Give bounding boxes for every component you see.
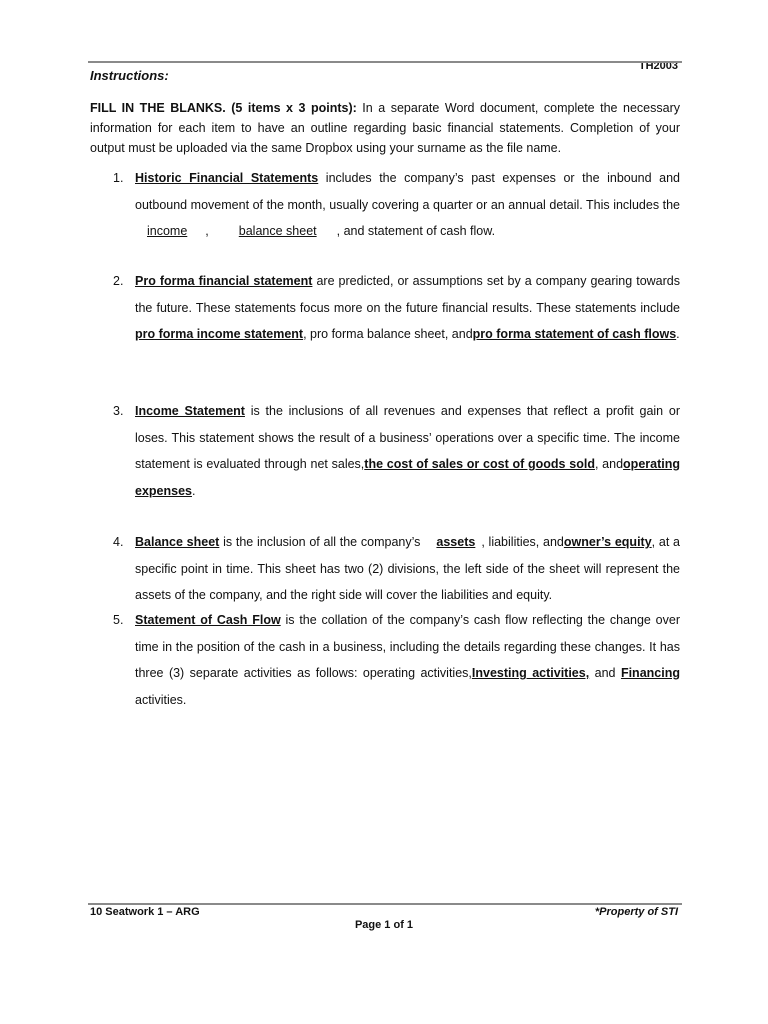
item-text: and bbox=[589, 666, 616, 680]
answer-historic-financial-statements: Historic Financial Statements bbox=[135, 171, 319, 185]
answer-investing-activities: Investing activities, bbox=[471, 666, 590, 680]
question-item-1 bbox=[90, 165, 680, 245]
instructions-paragraph bbox=[90, 98, 680, 158]
footer-property-label: *Property of STI bbox=[594, 906, 678, 918]
item-number: 2. bbox=[113, 274, 124, 288]
item-text: , liabilities, and bbox=[481, 535, 564, 549]
item-text: activities. bbox=[135, 692, 187, 707]
item-text: includes the company’s past expenses or the inbound and outbound movement of the month, usually covering a quarter or an annual detail. This includes the bbox=[135, 171, 680, 212]
header-rule bbox=[88, 61, 682, 63]
page-number: Page 1 of 1 bbox=[354, 919, 414, 931]
footer-rule bbox=[88, 903, 682, 905]
item-text: , bbox=[205, 224, 209, 238]
answer-pro-forma-income-statement: pro forma income statement bbox=[135, 327, 304, 341]
item-text: is the inclusions of all revenues and expenses that reflect a profit gain or loses. This statement shows the result of a business’ operations over a specific time. The income statement is evaluated through net sales, bbox=[135, 404, 681, 471]
item-number: 5. bbox=[113, 613, 124, 627]
answer-financing: Financing bbox=[620, 666, 680, 680]
item-number: 4. bbox=[113, 535, 124, 549]
item-text: , at a specific point in time. This sheet has two (2) divisions, the left side of the sheet will represent the assets of the company, and the right side will cover the liabilities and equity. bbox=[135, 535, 681, 602]
document-code: TH2003 bbox=[638, 60, 678, 72]
answer-income: income bbox=[147, 224, 188, 238]
item-text: , and bbox=[594, 457, 624, 471]
instructions-label: Instructions: bbox=[90, 68, 169, 83]
answer-assets: assets bbox=[436, 535, 476, 549]
question-item-2 bbox=[90, 268, 680, 348]
answer-balance-sheet: balance sheet bbox=[238, 224, 317, 238]
answer-pro-forma-financial-statement: Pro forma financial statement bbox=[135, 274, 313, 288]
answer-income-statement: Income Statement bbox=[135, 404, 245, 418]
item-text: is the collation of the company’s cash flow reflecting the change over time in the position of the cash in a business, including the details regarding these changes. It has three (3) separate activities as follows: operating activities, bbox=[135, 613, 680, 680]
answer-cost-of-sales: the cost of sales or cost of goods sold bbox=[364, 457, 595, 471]
item-text: are predicted, or assumptions set by a company gearing towards the future. These statements focus more on the future financial results. These statements include bbox=[135, 274, 680, 315]
item-number: 3. bbox=[113, 404, 124, 418]
item-text: , and statement of cash flow. bbox=[336, 224, 496, 238]
item-text: , pro forma balance sheet, and bbox=[303, 327, 473, 341]
question-item-4 bbox=[90, 529, 680, 609]
answer-balance-sheet-term: Balance sheet bbox=[135, 535, 220, 549]
footer-course-label: 10 Seatwork 1 – ARG bbox=[90, 906, 200, 918]
question-item-3 bbox=[90, 398, 680, 504]
instructions-lead: FILL IN THE BLANKS. (5 items x 3 points): bbox=[90, 101, 357, 115]
item-text: . bbox=[676, 327, 680, 341]
instructions-text: In a separate Word document, complete the necessary information for each item to have an outline regarding basic financial statements. Completion of your output must be uploaded via the same Dropbox using your surname as the file name. bbox=[90, 101, 680, 155]
answer-statement-of-cash-flow: Statement of Cash Flow bbox=[135, 613, 281, 627]
answer-pro-forma-statement-of-cash-flows: pro forma statement of cash flows bbox=[472, 327, 677, 341]
question-item-5 bbox=[90, 607, 680, 713]
item-number: 1. bbox=[113, 171, 124, 185]
item-text: . bbox=[191, 483, 196, 498]
item-text: is the inclusion of all the company’s bbox=[219, 535, 421, 549]
answer-owners-equity: owner’s equity bbox=[563, 535, 652, 549]
answer-operating-expenses: operating expenses bbox=[135, 457, 680, 498]
